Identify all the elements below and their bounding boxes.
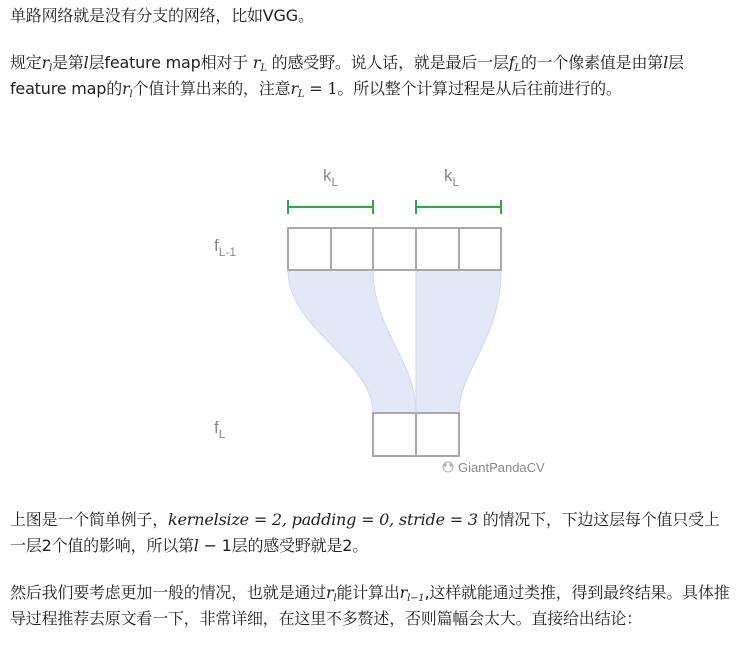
layer-bottom-cells [373,413,459,456]
kernel-bracket-left [288,200,373,214]
top-cell [331,228,373,270]
k-label-left: $k_L$ [323,166,339,189]
svg-text:GiantPandaCV: GiantPandaCV [458,460,545,475]
watermark [443,460,545,475]
paragraph-general: 然后我们要考虑更加一般的情况，也就是通过$r_l$能计算出$r_{l-1}$,这样就能通过类推，得到最终结果。具体推导过程推荐去原文看一下，非常详细，在这里不多赘述，否则篇幅会太大。直接给出结论： [10,583,730,628]
layer-top-cells [288,228,501,270]
layer-label-top: $f_{L-1}$ [214,236,237,259]
paragraph-definition: 规定$r_l$是第l层feature map相对于 $r_L$ 的感受野。说人话，就是最后一层$f_L$的一个像素值是由第l层feature map的$r_l$个值计算出来的，注意$r_L = 1$。所以整个计算过程是从后往前进行的。 [10,53,684,100]
panda-icon [443,462,453,472]
paragraph-intro: 单路网络就是没有分支的网络，比如VGG。 [10,6,314,25]
receptive-field-ribbon-right [416,270,501,413]
receptive-field-ribbon-left [288,270,416,413]
top-cell [373,228,416,270]
top-cell [288,228,331,270]
paragraph-example: 上图是一个简单例子，kernelsize = 2, padding = 0, stride = 3 的情况下，下边这层每个值只受上一层2个值的影响，所以第l − 1层的感受野就是2。 [10,510,720,555]
bottom-cell [373,413,416,456]
layer-label-bottom: $f_L$ [214,418,226,441]
kernel-bracket-right [416,200,501,214]
bottom-cell [416,413,459,456]
top-cell [416,228,459,270]
k-label-right: $k_L$ [444,166,460,189]
top-cell [459,228,501,270]
